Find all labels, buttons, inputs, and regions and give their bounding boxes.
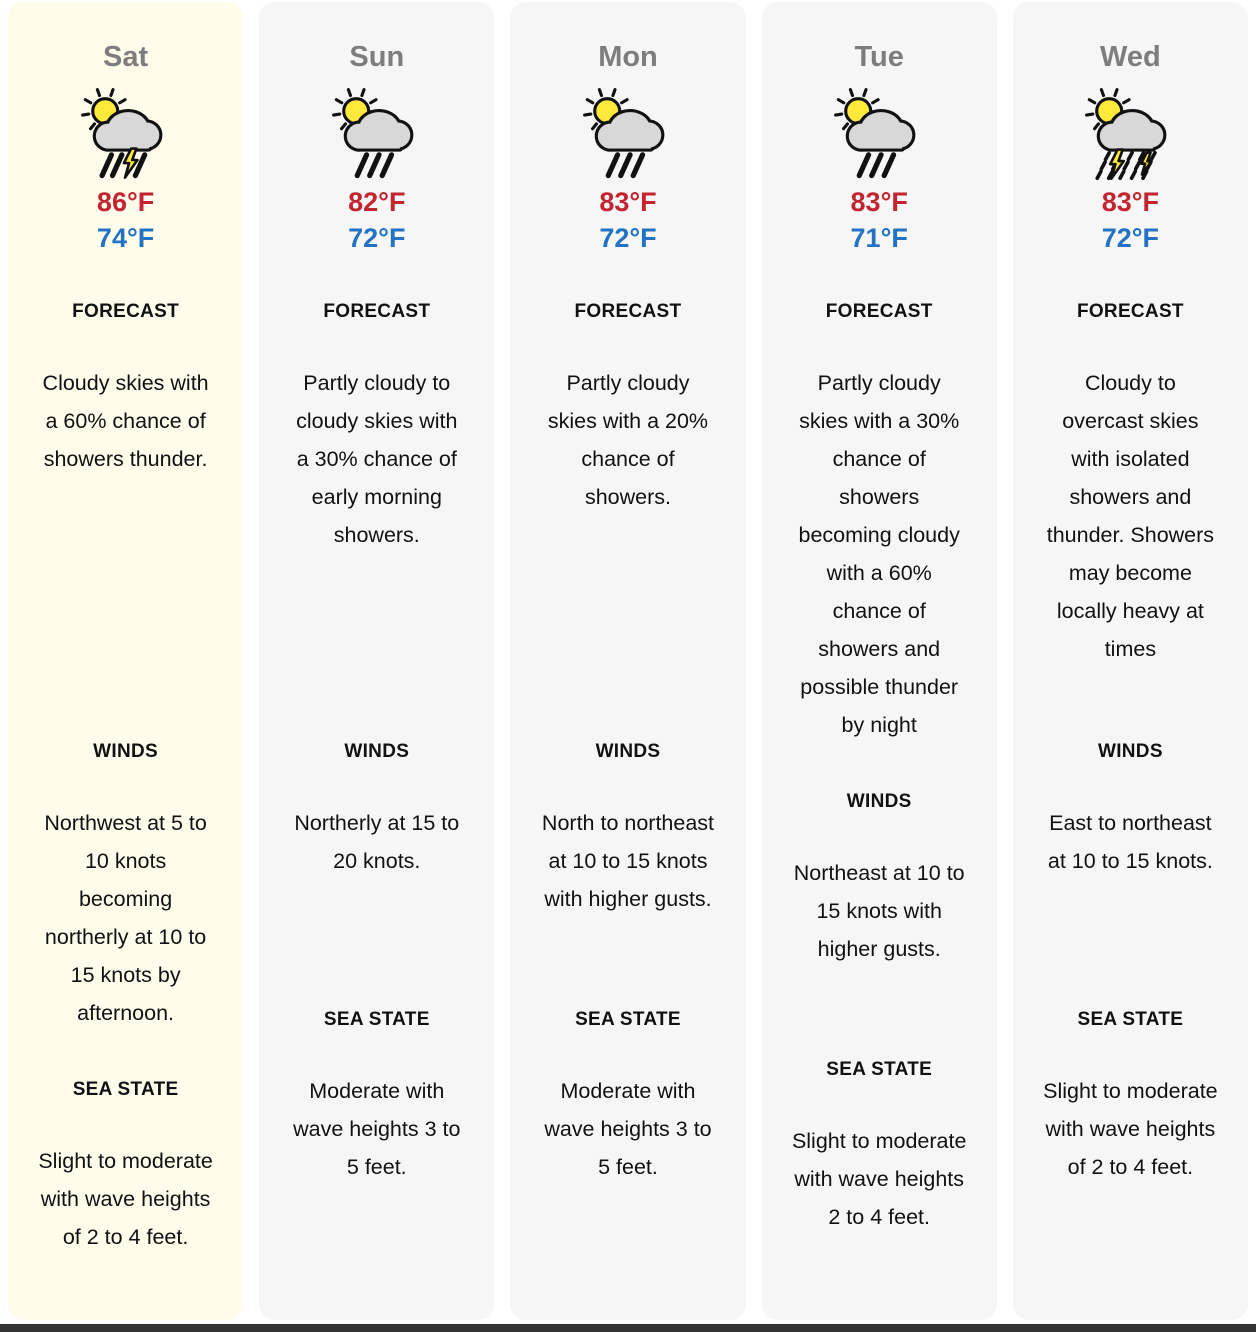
sea-state-text: Slight to moderate with wave heights of 2 to 4 feet. <box>38 1149 213 1249</box>
sea-state-section <box>762 1058 997 1236</box>
day-name: Tue <box>854 41 904 73</box>
winds-heading: WINDS <box>846 791 912 812</box>
low-temperature: 72°F <box>1101 223 1160 253</box>
low-temperature: 72°F <box>599 223 657 253</box>
forecast-text: Partly cloudy skies with a 20% chance of showers. <box>547 371 709 509</box>
sun-cloud-heavy-thunderstorm-icon <box>1013 84 1248 184</box>
forecast-text: Cloudy to overcast skies with isolated showers and thunder. Showers may become locally heavy at times <box>1046 371 1215 661</box>
sea-state-text: Moderate with wave heights 3 to 5 feet. <box>544 1079 712 1179</box>
forecast-text: Partly cloudy skies with a 30% chance of showers becoming cloudy with a 60% chance of showers and possible thunder by night <box>798 371 960 737</box>
winds-text: Northeast at 10 to 15 knots with higher gusts. <box>793 861 965 961</box>
forecast-heading: FORECAST <box>825 301 933 322</box>
day-name: Sun <box>349 41 405 73</box>
day-name: Wed <box>1100 41 1161 73</box>
forecast-heading: FORECAST <box>1076 301 1184 322</box>
forecast-heading: FORECAST <box>574 301 682 322</box>
sea-state-text: Slight to moderate with wave heights of 2 to 4 feet. <box>1043 1079 1218 1179</box>
forecast-section <box>1013 300 1248 740</box>
winds-section <box>1013 740 1248 1008</box>
sea-state-heading: SEA STATE <box>323 1009 430 1030</box>
sea-state-heading: SEA STATE <box>72 1079 179 1100</box>
winds-text: North to northeast at 10 to 15 knots with higher gusts. <box>541 811 715 911</box>
winds-heading: WINDS <box>1097 741 1163 762</box>
sea-state-section <box>259 1008 494 1186</box>
sea-state-text: Slight to moderate with wave heights 2 to 4 feet. <box>791 1129 967 1229</box>
forecast-heading: FORECAST <box>72 301 180 322</box>
sun-cloud-rain-icon <box>762 84 997 184</box>
day-card-mon[interactable] <box>510 2 745 1320</box>
sea-state-heading: SEA STATE <box>1077 1009 1184 1030</box>
low-temperature: 74°F <box>96 223 155 253</box>
low-temperature: 72°F <box>348 223 406 253</box>
winds-text: Northwest at 5 to 10 knots becoming northerly at 10 to 15 knots by afternoon. <box>44 811 207 1025</box>
winds-section <box>510 740 745 1008</box>
forecast-section <box>8 300 243 740</box>
high-temperature: 83°F <box>599 187 657 217</box>
sun-cloud-rain-icon <box>259 84 494 184</box>
forecast-section <box>259 300 494 740</box>
sea-state-heading: SEA STATE <box>575 1009 681 1030</box>
winds-section <box>762 790 997 1058</box>
low-temperature: 71°F <box>850 223 908 253</box>
forecast-heading: FORECAST <box>323 301 431 322</box>
high-temperature: 83°F <box>1101 187 1160 217</box>
day-card-sun[interactable] <box>259 2 494 1320</box>
sea-state-heading: SEA STATE <box>826 1059 933 1080</box>
sun-cloud-lightning-rain-icon <box>8 84 243 184</box>
winds-heading: WINDS <box>595 741 661 762</box>
winds-text: Northerly at 15 to 20 knots. <box>294 811 460 873</box>
sea-state-section <box>510 1008 745 1186</box>
day-card-sat[interactable] <box>8 2 243 1320</box>
forecast-section <box>510 300 745 740</box>
winds-section <box>8 740 243 1032</box>
winds-heading: WINDS <box>344 741 410 762</box>
sea-state-text: Moderate with wave heights 3 to 5 feet. <box>293 1079 461 1179</box>
day-card-tue[interactable] <box>762 2 997 1320</box>
sea-state-section <box>1013 1008 1248 1186</box>
sun-cloud-rain-icon <box>510 84 745 184</box>
winds-heading: WINDS <box>93 741 158 762</box>
high-temperature: 82°F <box>348 187 406 217</box>
day-card-wed[interactable] <box>1013 2 1248 1320</box>
high-temperature: 83°F <box>850 187 908 217</box>
winds-section <box>259 740 494 1008</box>
day-name: Mon <box>598 41 658 73</box>
forecast-text: Cloudy skies with a 60% chance of showers thunder. <box>42 371 209 471</box>
winds-text: East to northeast at 10 to 15 knots. <box>1047 811 1213 873</box>
high-temperature: 86°F <box>96 187 155 217</box>
day-name: Sat <box>103 41 149 73</box>
forecast-text: Partly cloudy to cloudy skies with a 30% chance of early morning showers. <box>296 371 458 547</box>
forecast-section <box>762 300 997 744</box>
forecast-cards-row <box>8 2 1248 1320</box>
sea-state-section <box>8 1078 243 1256</box>
bottom-divider-bar <box>0 1324 1256 1332</box>
